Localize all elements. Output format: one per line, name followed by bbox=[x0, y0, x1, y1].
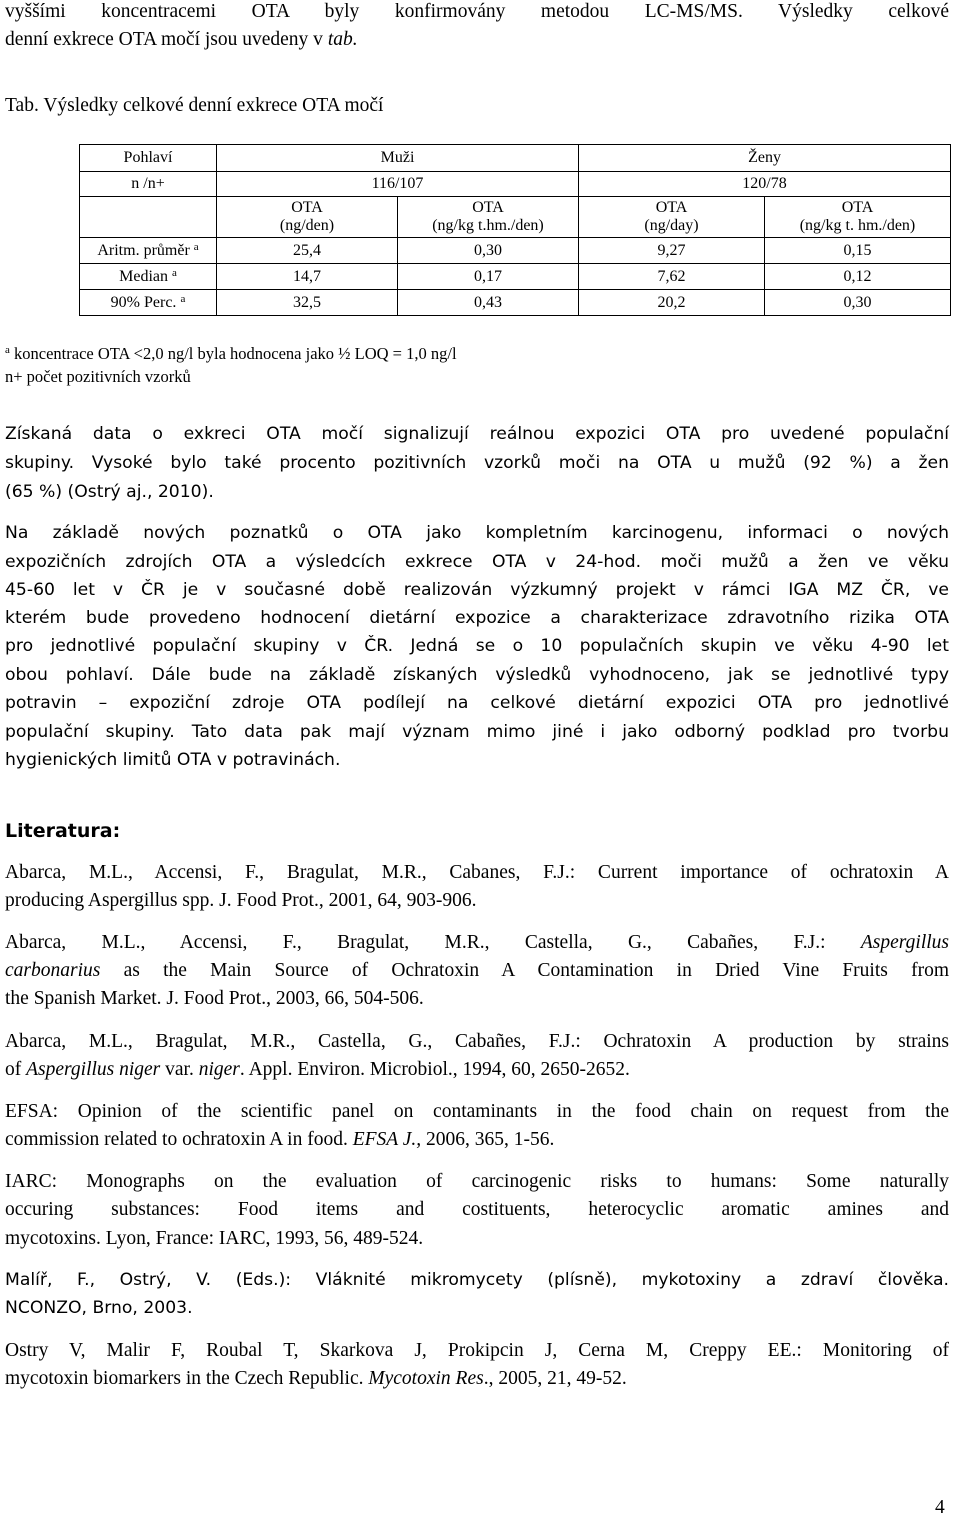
table-header-n-label: n /n+ bbox=[80, 172, 217, 197]
reference-2-text: Abarca, M.L., Accensi, F., Bragulat, M.R., Castella, G., Cabañes, F.J.: bbox=[5, 932, 861, 953]
table-unit-men-ng-kg: OTA (ng/kg t.hm./den) bbox=[398, 197, 579, 238]
intro-line-2-emphasis: tab. bbox=[327, 29, 358, 50]
intro-line-2 bbox=[5, 28, 949, 52]
paragraph-1-line: skupiny. Vysoké bylo také procento pozitivních vzorků moči na OTA u mužů (92 %) a žen bbox=[5, 453, 949, 473]
row-label-text: Median bbox=[119, 267, 168, 285]
table-header-men: Muži bbox=[217, 145, 579, 172]
paragraph-2-line: 45-60 let v ČR je v současné době realizován výzkumný projekt v rámci IGA MZ ČR, ve bbox=[5, 580, 949, 600]
reference-3-text: . Appl. Environ. Microbiol., 1994, 60, 2650-2652. bbox=[239, 1059, 630, 1080]
reference-5-line-3: mycotoxins. Lyon, France: IARC, 1993, 56, 489-524. bbox=[5, 1228, 424, 1249]
footnote-a-sup: a bbox=[5, 344, 10, 356]
reference-2-text: as the Main Source of Ochratoxin A Contamination in Dried Vine Fruits from bbox=[100, 960, 949, 981]
reference-4-italic: EFSA J., bbox=[352, 1129, 422, 1150]
reference-3-line-2 bbox=[5, 1058, 949, 1082]
reference-3-text: of bbox=[5, 1059, 27, 1080]
reference-4-text: 2006, 365, 1-56. bbox=[421, 1129, 555, 1150]
table-cell: 0,30 bbox=[765, 290, 951, 316]
table-cell: 7,62 bbox=[579, 264, 765, 290]
reference-7-text: mycotoxin biomarkers in the Czech Republic. bbox=[5, 1368, 369, 1389]
paragraph-2-line: kterém bude provedeno hodnocení dietární expozice a charakterizace zdravotního rizika OTA bbox=[5, 608, 949, 628]
reference-4-text: commission related to ochratoxin A in food. bbox=[5, 1129, 353, 1150]
row-label-text: Aritm. průměr bbox=[97, 241, 190, 259]
literature-heading: Literatura: bbox=[5, 820, 121, 842]
paragraph-2-line: potravin – expoziční zdroje OTA podílejí na celkové dietární expozici OTA pro jednotlivé bbox=[5, 693, 949, 713]
table-unit-women-ng-kg: OTA (ng/kg t. hm./den) bbox=[765, 197, 951, 238]
table-row-label bbox=[80, 264, 217, 290]
table-cell: 9,27 bbox=[579, 238, 765, 264]
footnote-a bbox=[5, 344, 457, 364]
ota-results-table bbox=[79, 144, 951, 316]
table-row bbox=[80, 238, 951, 264]
table-cell: 32,5 bbox=[217, 290, 398, 316]
table-caption: Tab. Výsledky celkové denní exkrece OTA močí bbox=[5, 95, 384, 116]
table-cell: 0,30 bbox=[398, 238, 579, 264]
paragraph-2-line: populační skupiny. Tato data pak mají význam mimo jiné i jako odborný podklad pro tvorbu bbox=[5, 722, 949, 742]
table-n-women: 120/78 bbox=[579, 172, 951, 197]
table-unit-women-ng-day: OTA (ng/day) bbox=[579, 197, 765, 238]
paragraph-2-line: hygienických limitů OTA v potravinách. bbox=[5, 750, 341, 770]
table-header-row-units bbox=[80, 197, 951, 238]
reference-3-line-1: Abarca, M.L., Bragulat, M.R., Castella, G., Cabañes, F.J.: Ochratoxin A production by strains bbox=[5, 1031, 949, 1052]
paragraph-1-line: (65 %) (Ostrý aj., 2010). bbox=[5, 482, 214, 502]
table-cell: 20,2 bbox=[579, 290, 765, 316]
reference-7-text: ., 2005, 21, 49-52. bbox=[483, 1368, 627, 1389]
table-header-row-sex bbox=[80, 145, 951, 172]
table-row bbox=[80, 290, 951, 316]
table-header-women: Ženy bbox=[579, 145, 951, 172]
reference-1-line-2: producing Aspergillus spp. J. Food Prot., 2001, 64, 903-906. bbox=[5, 890, 477, 911]
table-cell: 0,17 bbox=[398, 264, 579, 290]
table-row bbox=[80, 264, 951, 290]
intro-line-2-text: denní exkrece OTA močí jsou uvedeny v bbox=[5, 29, 328, 50]
reference-6-line-1: Malíř, F., Ostrý, V. (Eds.): Vláknité mikromycety (plísně), mykotoxiny a zdraví člověka. bbox=[5, 1270, 949, 1290]
reference-2-line-3: the Spanish Market. J. Food Prot., 2003, 66, 504-506. bbox=[5, 988, 424, 1009]
row-label-sup: a bbox=[171, 266, 177, 279]
row-label-text: 90% Perc. bbox=[110, 293, 177, 311]
reference-3-text: var. bbox=[160, 1059, 199, 1080]
paragraph-2-line: obou pohlaví. Dále bude na základě získaných výsledků vyhodnoceno, jak se jednotlivé typy bbox=[5, 665, 949, 685]
paragraph-2-line: pro jednotlivé populační skupiny v ČR. Jedná se o 10 populačních skupin ve věku 4-90 let bbox=[5, 636, 949, 656]
table-header-units-empty bbox=[80, 197, 217, 238]
footnote-a-text: koncentrace OTA <2,0 ng/l byla hodnocena jako ½ LOQ = 1,0 ng/l bbox=[9, 344, 457, 363]
reference-2-italic: carbonarius bbox=[5, 960, 101, 981]
table-row-label bbox=[80, 290, 217, 316]
table-n-men: 116/107 bbox=[217, 172, 579, 197]
reference-2-line-2 bbox=[5, 959, 949, 983]
table-header-sex-label: Pohlaví bbox=[80, 145, 217, 172]
table-header-row-n bbox=[80, 172, 951, 197]
reference-7-line-1: Ostry V, Malir F, Roubal T, Skarkova J, Prokipcin J, Cerna M, Creppy EE.: Monitoring of bbox=[5, 1340, 949, 1361]
table-cell: 0,15 bbox=[765, 238, 951, 264]
reference-2-line-1 bbox=[5, 931, 949, 955]
table-cell: 0,12 bbox=[765, 264, 951, 290]
reference-5-line-2: occuring substances: Food items and costituents, heterocyclic aromatic amines and bbox=[5, 1199, 949, 1220]
reference-1-line-1: Abarca, M.L., Accensi, F., Bragulat, M.R., Cabanes, F.J.: Current importance of ochratoxin A bbox=[5, 862, 949, 883]
table-unit-men-ng-den: OTA (ng/den) bbox=[217, 197, 398, 238]
row-label-sup: a bbox=[193, 240, 199, 253]
reference-3-italic: niger bbox=[198, 1059, 240, 1080]
table-cell: 25,4 bbox=[217, 238, 398, 264]
reference-5-line-1: IARC: Monographs on the evaluation of carcinogenic risks to humans: Some naturally bbox=[5, 1171, 949, 1192]
intro-line-1: vyššími koncentracemi OTA byly konfirmovány metodou LC-MS/MS. Výsledky celkové bbox=[5, 1, 949, 22]
footnote-n: n+ počet pozitivních vzorků bbox=[5, 367, 191, 386]
paragraph-2-line: expozičních zdrojích OTA a výsledcích exkrece OTA v 24-hod. moči mužů a žen ve věku bbox=[5, 552, 949, 572]
table-cell: 0,43 bbox=[398, 290, 579, 316]
reference-3-italic: Aspergillus niger bbox=[26, 1059, 161, 1080]
table-row-label bbox=[80, 238, 217, 264]
reference-7-line-2 bbox=[5, 1367, 949, 1391]
reference-4-line-2 bbox=[5, 1128, 949, 1152]
paragraph-2-line: Na základě nových poznatků o OTA jako kompletním karcinogenu, informaci o nových bbox=[5, 523, 949, 543]
reference-7-italic: Mycotoxin Res bbox=[368, 1368, 484, 1389]
reference-2-italic: Aspergillus bbox=[860, 932, 949, 953]
table-cell: 14,7 bbox=[217, 264, 398, 290]
row-label-sup: a bbox=[180, 292, 186, 305]
paragraph-1-line: Získaná data o exkreci OTA močí signalizují reálnou expozici OTA pro uvedené populační bbox=[5, 424, 949, 444]
page-number: 4 bbox=[935, 1497, 945, 1518]
reference-4-line-1: EFSA: Opinion of the scientific panel on contaminants in the food chain on request from the bbox=[5, 1101, 949, 1122]
reference-6-line-2: NCONZO, Brno, 2003. bbox=[5, 1298, 193, 1318]
